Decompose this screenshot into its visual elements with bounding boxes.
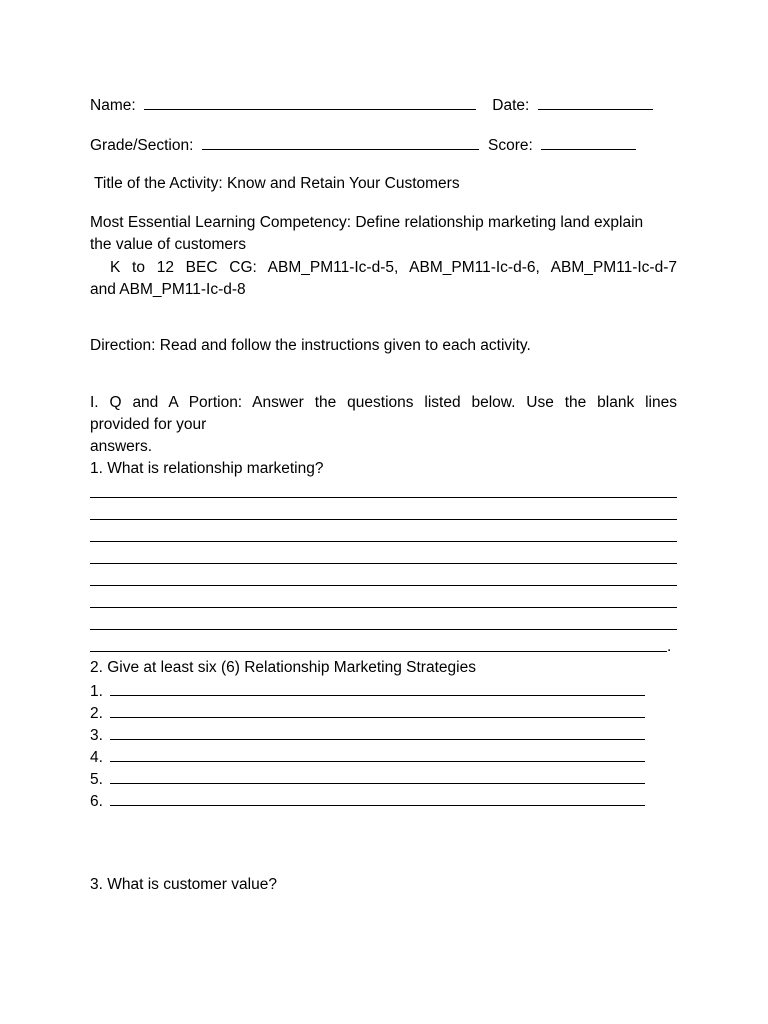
name-date-row [90,94,677,116]
score-label: Score: [488,137,533,154]
date-blank[interactable] [538,94,653,110]
strategy-number: 3. [90,727,103,744]
question-3: 3. What is customer value? [90,876,277,893]
answer-line-2[interactable] [90,519,677,520]
activity-title: Title of the Activity: Know and Retain Your Customers [94,175,460,192]
strategy-blank[interactable] [110,724,645,740]
melc-line-1: Most Essential Learning Competency: Define relationship marketing land explain [90,214,644,231]
answer-line-4[interactable] [90,563,677,564]
strategy-blank[interactable] [110,768,645,784]
strategy-blank[interactable] [110,790,645,806]
grade-section-label: Grade/Section: [90,137,194,154]
strategy-item [90,790,677,812]
answer-end-period: . [667,638,672,655]
strategy-item [90,768,677,790]
strategy-item [90,724,677,746]
strategy-number: 1. [90,683,103,700]
answer-line-6[interactable] [90,607,677,608]
strategy-number: 2. [90,705,103,722]
part1-instruction-line-2: provided for your [90,416,207,433]
answer-line-5[interactable] [90,585,677,586]
curriculum-code-line-1: K to 12 BEC CG: ABM_PM11-Ic-d-5, ABM_PM11-Ic-d-6, ABM_PM11-Ic-d-7 [110,259,677,276]
score-blank[interactable] [541,134,636,150]
part1-instruction-line-3: answers. [90,438,153,455]
strategy-number: 5. [90,771,103,788]
answer-line-7[interactable] [90,629,677,630]
strategy-item [90,746,677,768]
answer-line-1[interactable] [90,497,677,498]
part1-instruction-line-1: I. Q and A Portion: Answer the questions listed below. Use the blank lines [90,394,677,411]
question-2: 2. Give at least six (6) Relationship Marketing Strategies [90,659,476,676]
strategy-item [90,680,677,702]
answer-line-8[interactable] [90,651,667,652]
name-label: Name: [90,97,136,114]
strategy-number: 6. [90,793,103,810]
direction-text: Direction: Read and follow the instructions given to each activity. [90,337,531,354]
grade-section-blank[interactable] [202,134,479,150]
answer-line-3[interactable] [90,541,677,542]
date-label: Date: [492,97,530,114]
strategy-number: 4. [90,749,103,766]
grade-score-row [90,134,677,156]
strategy-item [90,702,677,724]
name-blank[interactable] [144,94,476,110]
strategy-blank[interactable] [110,680,645,696]
curriculum-code-line-2: and ABM_PM11-Ic-d-8 [90,281,246,298]
strategy-blank[interactable] [110,746,645,762]
strategy-blank[interactable] [110,702,645,718]
question-1: 1. What is relationship marketing? [90,460,324,477]
melc-line-2: the value of customers [90,236,246,253]
